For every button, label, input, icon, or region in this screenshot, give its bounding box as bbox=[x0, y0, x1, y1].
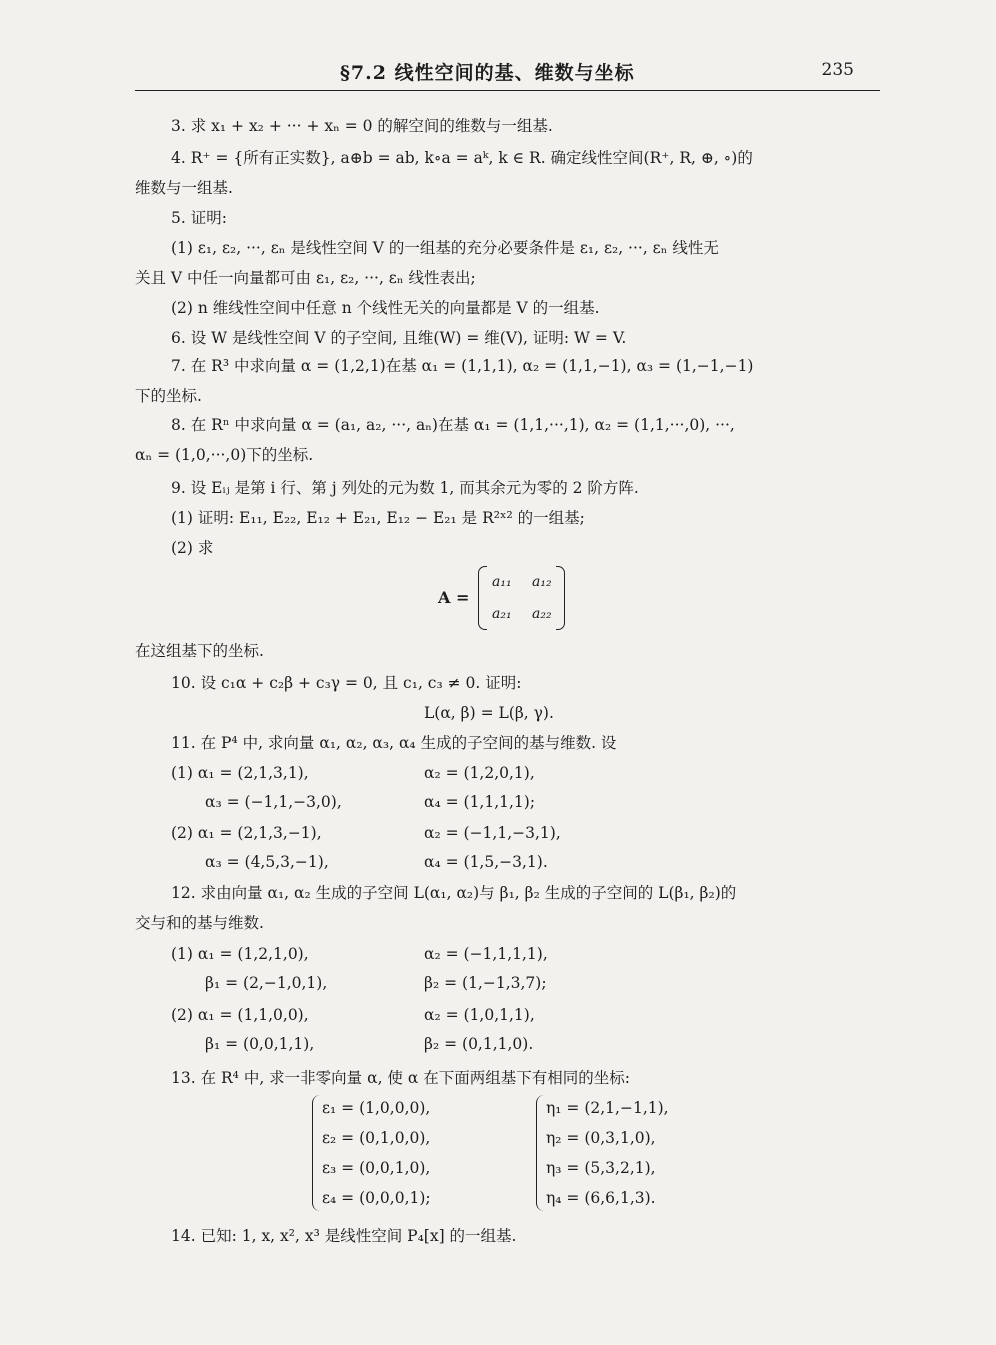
matrix-A bbox=[438, 566, 578, 632]
problem-9-part-2: (2) 求 bbox=[171, 539, 214, 557]
matrix-cell: a₂₂ bbox=[532, 606, 552, 622]
p12-row: (1) α₁ = (1,2,1,0), bbox=[171, 945, 309, 963]
p11-row: α₃ = (4,5,3,−1), bbox=[205, 853, 329, 871]
page-number: 235 bbox=[821, 60, 854, 80]
basis-epsilon-row: ε₁ = (1,0,0,0), bbox=[322, 1099, 431, 1117]
basis-epsilon-row: ε₃ = (0,0,1,0), bbox=[322, 1159, 431, 1177]
matrix-cell: a₁₁ bbox=[492, 574, 512, 590]
matrix-cell: a₂₁ bbox=[492, 606, 512, 622]
problem-12: 12. 求由向量 α₁, α₂ 生成的子空间 L(α₁, α₂)与 β₁, β₂ 生成的子空间的 L(β₁, β₂)的 bbox=[171, 884, 737, 902]
p12-row: α₂ = (−1,1,1,1), bbox=[424, 945, 548, 963]
basis-epsilon-row: ε₂ = (0,1,0,0), bbox=[322, 1129, 431, 1147]
problem-7: 7. 在 R³ 中求向量 α = (1,2,1)在基 α₁ = (1,1,1), α₂ = (1,1,−1), α₃ = (1,−1,−1) bbox=[171, 357, 754, 375]
p12-row: β₂ = (0,1,1,0). bbox=[424, 1035, 534, 1053]
p11-row: (1) α₁ = (2,1,3,1), bbox=[171, 764, 309, 782]
problem-8-cont: αₙ = (1,0,···,0)下的坐标. bbox=[135, 446, 314, 464]
matrix-label: A = bbox=[438, 588, 470, 607]
p12-row: β₁ = (2,−1,0,1), bbox=[205, 974, 328, 992]
problem-3: 3. 求 x₁ + x₂ + ··· + xₙ = 0 的解空间的维数与一组基. bbox=[171, 117, 553, 135]
problem-14: 14. 已知: 1, x, x², x³ 是线性空间 P₄[x] 的一组基. bbox=[171, 1227, 517, 1245]
problem-6: 6. 设 W 是线性空间 V 的子空间, 且维(W) = 维(V), 证明: W = V. bbox=[171, 329, 627, 347]
problem-7-cont: 下的坐标. bbox=[135, 387, 202, 405]
problem-9: 9. 设 Eᵢⱼ 是第 i 行、第 j 列处的元为数 1, 而其余元为零的 2 阶方阵. bbox=[171, 479, 639, 497]
basis-epsilon-row: ε₄ = (0,0,0,1); bbox=[322, 1189, 431, 1207]
p11-row: α₃ = (−1,1,−3,0), bbox=[205, 793, 342, 811]
section-title: §7.2 线性空间的基、维数与坐标 bbox=[340, 62, 635, 84]
problem-5-part-1-cont: 关且 V 中任一向量都可由 ε₁, ε₂, ···, εₙ 线性表出; bbox=[135, 269, 476, 287]
problem-13: 13. 在 R⁴ 中, 求一非零向量 α, 使 α 在下面两组基下有相同的坐标: bbox=[171, 1069, 630, 1087]
problem-11: 11. 在 P⁴ 中, 求向量 α₁, α₂, α₃, α₄ 生成的子空间的基与维数. 设 bbox=[171, 734, 617, 752]
basis-eta-row: η₄ = (6,6,1,3). bbox=[546, 1189, 656, 1207]
problem-10-equation: L(α, β) = L(β, γ). bbox=[424, 704, 554, 722]
basis-eta-row: η₃ = (5,3,2,1), bbox=[546, 1159, 656, 1177]
problem-5: 5. 证明: bbox=[171, 209, 227, 227]
p12-row: β₁ = (0,0,1,1), bbox=[205, 1035, 315, 1053]
problem-5-part-2: (2) n 维线性空间中任意 n 个线性无关的向量都是 V 的一组基. bbox=[171, 299, 600, 317]
problem-8: 8. 在 Rⁿ 中求向量 α = (a₁, a₂, ···, aₙ)在基 α₁ = (1,1,···,1), α₂ = (1,1,···,0), ···, bbox=[171, 416, 735, 434]
matrix-cell: a₁₂ bbox=[532, 574, 552, 590]
problem-4: 4. R⁺ = {所有正实数}, a⊕b = ab, k∘a = aᵏ, k ∈ R. 确定线性空间(R⁺, R, ⊕, ∘)的 bbox=[171, 149, 753, 167]
problem-9-part-1: (1) 证明: E₁₁, E₂₂, E₁₂ + E₂₁, E₁₂ − E₂₁ 是 R²ˣ² 的一组基; bbox=[171, 509, 585, 527]
p12-row: α₂ = (1,0,1,1), bbox=[424, 1006, 535, 1024]
p11-row: α₂ = (−1,1,−3,1), bbox=[424, 824, 561, 842]
p11-row: α₂ = (1,2,0,1), bbox=[424, 764, 535, 782]
p11-row: (2) α₁ = (2,1,3,−1), bbox=[171, 824, 322, 842]
p11-row: α₄ = (1,1,1,1); bbox=[424, 793, 536, 811]
page-header bbox=[135, 56, 880, 91]
problem-4-cont: 维数与一组基. bbox=[135, 179, 233, 197]
p12-row: (2) α₁ = (1,1,0,0), bbox=[171, 1006, 309, 1024]
problem-5-part-1: (1) ε₁, ε₂, ···, εₙ 是线性空间 V 的一组基的充分必要条件是 ε₁, ε₂, ···, εₙ 线性无 bbox=[171, 239, 719, 257]
matrix-left-bracket bbox=[478, 566, 487, 630]
problem-12-cont: 交与和的基与维数. bbox=[135, 914, 264, 932]
basis-eta-row: η₂ = (0,3,1,0), bbox=[546, 1129, 656, 1147]
matrix-right-bracket bbox=[556, 566, 565, 630]
p11-row: α₄ = (1,5,−3,1). bbox=[424, 853, 548, 871]
problem-10: 10. 设 c₁α + c₂β + c₃γ = 0, 且 c₁, c₃ ≠ 0. 证明: bbox=[171, 674, 522, 692]
problem-9-cont: 在这组基下的坐标. bbox=[135, 642, 264, 660]
p12-row: β₂ = (1,−1,3,7); bbox=[424, 974, 547, 992]
basis-eta-row: η₁ = (2,1,−1,1), bbox=[546, 1099, 669, 1117]
